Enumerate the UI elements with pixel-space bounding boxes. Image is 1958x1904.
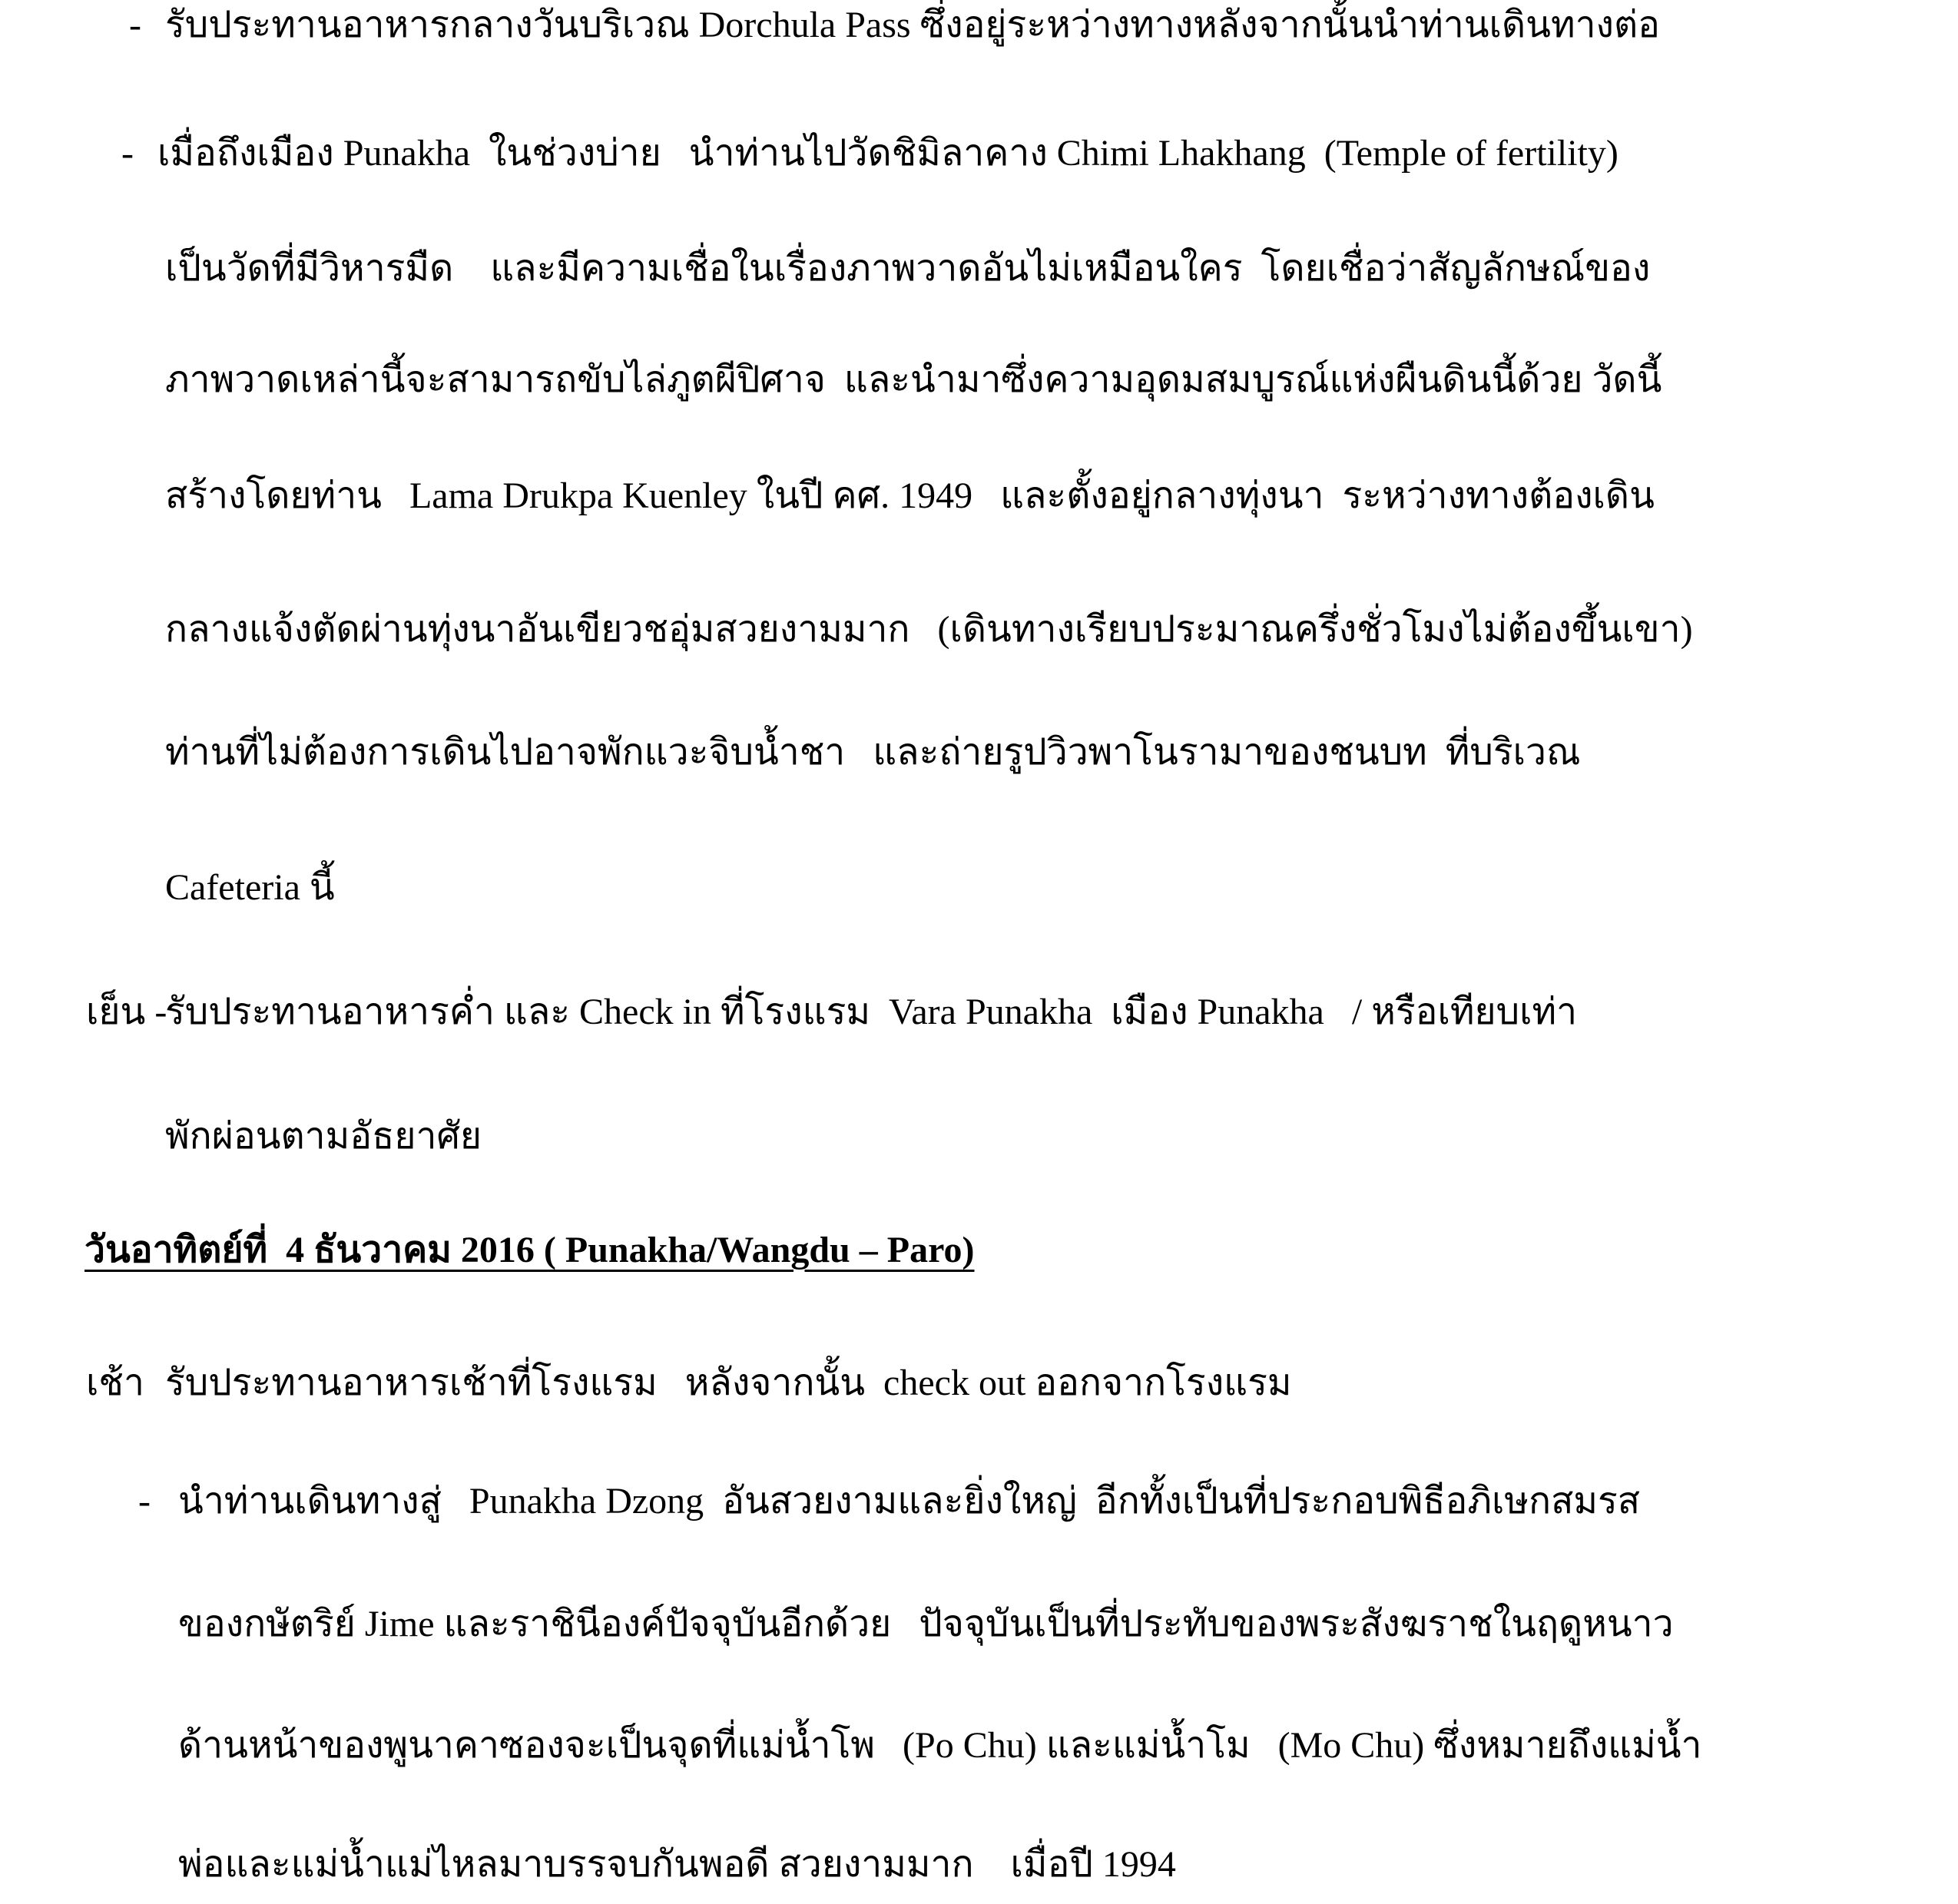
time-label: เช้า — [86, 1363, 144, 1403]
line-text: Cafeteria นี้ — [165, 867, 335, 908]
itinerary-line — [0, 4, 1958, 65]
line-text: รับประทานอาหารค่ำ และ Check in ที่โรงแรม Vara Punakha เมือง Punakha / หรือเทียบเท่า — [165, 992, 1578, 1032]
bullet-dash: - — [138, 1481, 151, 1522]
line-text: เป็นวัดที่มีวิหารมืด และมีความเชื่อในเรื่องภาพวาดอันไม่เหมือนใคร โดยเชื่อว่าสัญลักษณ์ของ — [165, 248, 1651, 289]
bullet-dash: - — [129, 5, 141, 45]
itinerary-line — [0, 991, 1958, 1052]
itinerary-line — [0, 1362, 1958, 1423]
bullet-dash: - — [121, 133, 134, 174]
line-text: นำท่านเดินทางสู่ Punakha Dzong อันสวยงามและยิ่งใหญ่ อีกทั้งเป็นที่ประกอบพิธีอภิเษกสมรส — [178, 1481, 1641, 1522]
line-text: พักผ่อนตามอัธยาศัย — [165, 1116, 482, 1157]
itinerary-line — [0, 608, 1958, 670]
itinerary-line — [0, 1603, 1958, 1664]
line-text: รับประทานอาหารกลางวันบริเวณ Dorchula Pass ซึ่งอยู่ระหว่างทางหลังจากนั้นนำท่านเดินทางต่อ — [165, 5, 1660, 45]
itinerary-line — [0, 359, 1958, 420]
itinerary-line — [0, 1480, 1958, 1541]
itinerary-line — [0, 866, 1958, 928]
itinerary-line — [0, 1115, 1958, 1177]
itinerary-line — [0, 1843, 1958, 1904]
itinerary-line — [0, 132, 1958, 194]
itinerary-line — [0, 1724, 1958, 1786]
line-text: สร้างโดยท่าน Lama Drukpa Kuenley ในปี คศ. 1949 และตั้งอยู่กลางทุ่งนา ระหว่างทางต้องเดิน — [165, 475, 1655, 516]
line-text: รับประทานอาหารเช้าที่โรงแรม หลังจากนั้น check out ออกจากโรงแรม — [165, 1363, 1292, 1403]
line-text: ท่านที่ไม่ต้องการเดินไปอาจพักแวะจิบน้ำชา และถ่ายรูปวิวพาโนรามาของชนบท ที่บริเวณ — [165, 732, 1581, 773]
itinerary-line — [0, 247, 1958, 309]
line-text: ภาพวาดเหล่านี้จะสามารถขับไล่ภูตผีปิศาจ และนำมาซึ่งความอุดมสมบูรณ์แห่งผืนดินนี้ด้วย วัดนี้ — [165, 359, 1662, 400]
line-text: พ่อและแม่น้ำแม่ไหลมาบรรจบกันพอดี สวยงามมาก เมื่อปี 1994 — [178, 1844, 1176, 1885]
itinerary-line — [0, 475, 1958, 536]
line-text: เมื่อถึงเมือง Punakha ในช่วงบ่าย นำท่านไปวัดชิมิลาคาง Chimi Lhakhang (Temple of fertility) — [157, 133, 1618, 174]
day-heading: วันอาทิตย์ที่ 4 ธันวาคม 2016 ( Punakha/Wangdu – Paro) — [84, 1230, 975, 1270]
line-text: ด้านหน้าของพูนาคาซองจะเป็นจุดที่แม่น้ำโพ (Po Chu) และแม่น้ำโม (Mo Chu) ซึ่งหมายถึงแม่น้ำ — [178, 1725, 1702, 1766]
time-label: เย็น - — [86, 992, 167, 1032]
line-text: กลางแจ้งตัดผ่านทุ่งนาอันเขียวชอุ่มสวยงามมาก (เดินทางเรียบประมาณครึ่งชั่วโมงไม่ต้องขึ้นเขา) — [165, 609, 1693, 650]
line-text: ของกษัตริย์ Jime และราชินีองค์ปัจจุบันอีกด้วย ปัจจุบันเป็นที่ประทับของพระสังฆราชในฤดูหนาว — [178, 1604, 1674, 1644]
day-heading-line — [0, 1229, 1958, 1290]
itinerary-line — [0, 731, 1958, 793]
